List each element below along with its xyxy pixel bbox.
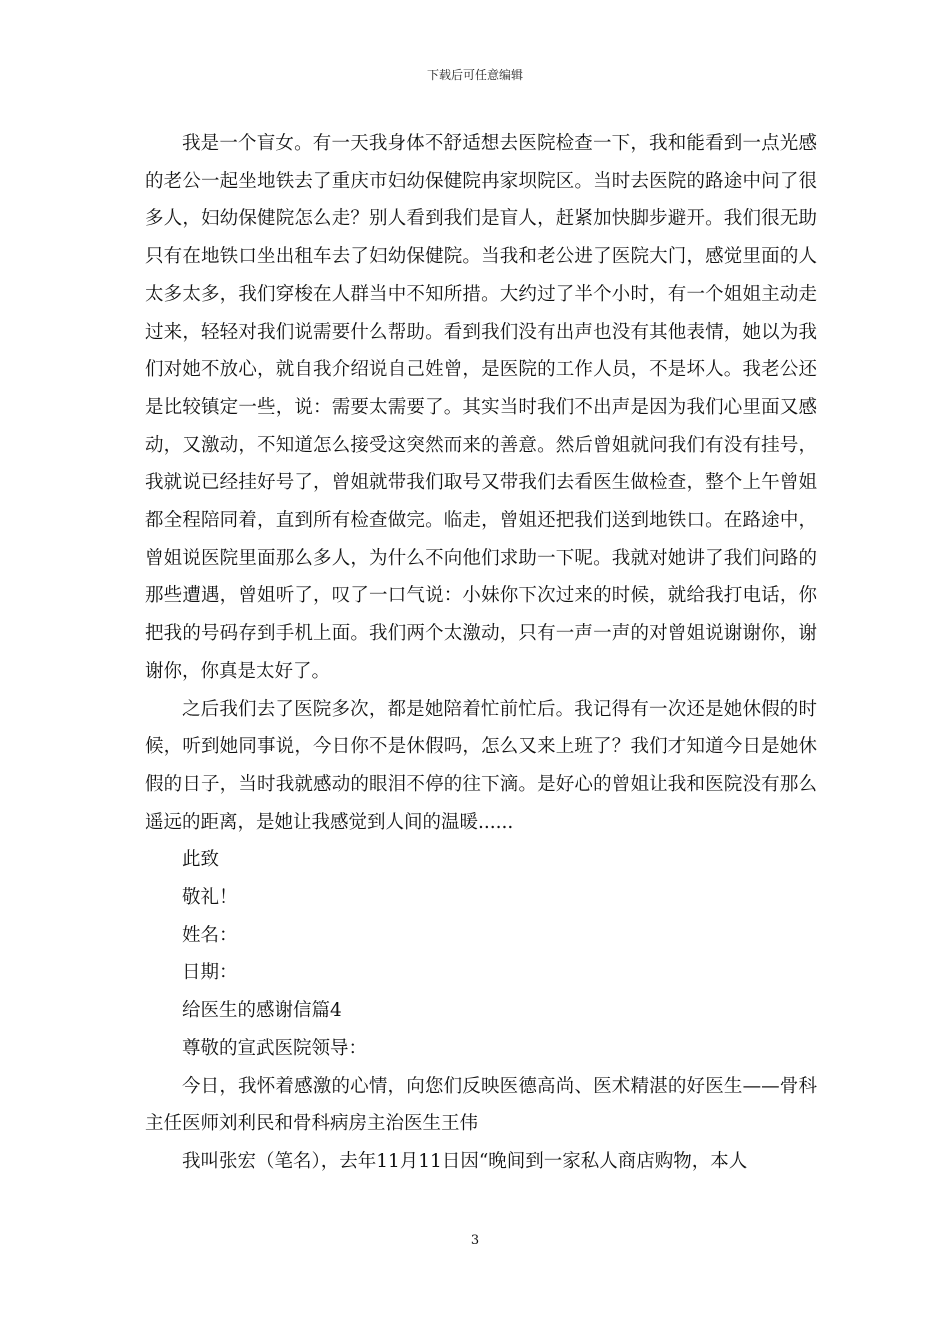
paragraph: 今日，我怀着感激的心情，向您们反映医德高尚、医术精湛的好医生——骨科主任医师刘利民和骨科病房主治医生王伟 xyxy=(145,1075,817,1135)
page-number: 3 xyxy=(470,1233,480,1248)
date-label: 日期： xyxy=(182,962,238,984)
closing-salutation: 此致 xyxy=(182,849,220,871)
paragraph: 之后我们去了医院多次，都是她陪着忙前忙后。我记得有一次还是她休假的时候，听到她同事说，今日你不是休假吗，怎么又来上班了？我们才知道今日是她休假的日子，当时我就感动的眼泪不停的往下滴。是好心的曾姐让我和医院没有那么遥远的距离，是她让我感觉到人间的温暖...... xyxy=(145,698,817,833)
paragraph: 我是一个盲女。有一天我身体不舒适想去医院检查一下，我和能看到一点光感的老公一起坐地铁去了重庆市妇幼保健院冉家坝院区。当时去医院的路途中问了很多人，妇幼保健院怎么走？别人看到我们是盲人，赶紧加快脚步避开。我们很无助只有在地铁口坐出租车去了妇幼保健院。当我和老公进了医院大门，感觉里面的人太多太多，我们穿梭在人群当中不知所措。大约过了半个小时，有一个姐姐主动走过来，轻轻对我们说需要什么帮助。看到我们没有出声也没有其他表情，她以为我们对她不放心，就自我介绍说自己姓曾，是医院的工作人员，不是坏人。我老公还是比较镇定一些，说：需要太需要了。其实当时我们不出声是因为我们心里面又感动，又激动，不知道怎么接受这突然而来的善意。然后曾姐就问我们有没有挂号，我就说已经挂好号了，曾姐就带我们取号又带我们去看医生做检查，整个上午曾姐都全程陪同着，直到所有检查做完。临走，曾姐还把我们送到地铁口。在路途中，曾姐说医院里面那么多人，为什么不向他们求助一下呢。我就对她讲了我们问路的那些遭遇，曾姐听了，叹了一口气说：小妹你下次过来的时候，就给我打电话，你把我的号码存到手机上面。我们两个太激动，只有一声一声的对曾姐说谢谢你，谢谢你，你真是太好了。 xyxy=(145,133,817,682)
name-label: 姓名： xyxy=(182,924,238,946)
letter-greeting: 尊敬的宣武医院领导： xyxy=(182,1037,368,1059)
closing-respect: 敬礼！ xyxy=(182,887,238,909)
section-title: 给医生的感谢信篇4 xyxy=(182,1000,342,1022)
paragraph: 我叫张宏（笔名），去年11月11日因“晚间到一家私人商店购物，本人 xyxy=(182,1150,748,1172)
document-body xyxy=(145,125,817,1181)
download-editable-note: 下载后可任意编辑 xyxy=(426,68,523,82)
